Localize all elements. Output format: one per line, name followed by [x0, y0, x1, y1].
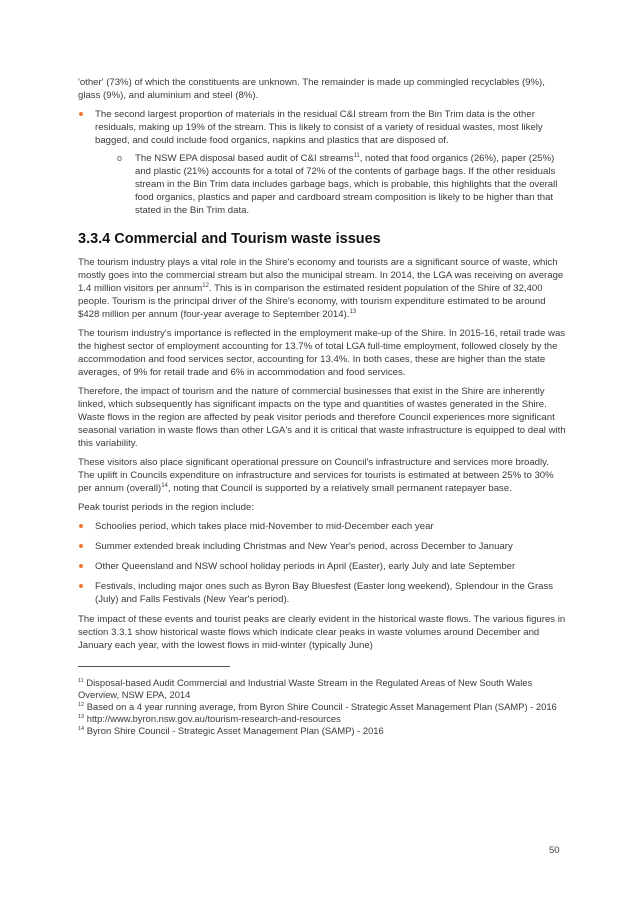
intro-bullet-list	[78, 108, 566, 147]
paragraph-operational-pressure: These visitors also place significant operational pressure on Council's infrastructure and services more broadly. The uplift in Councils expenditure on infrastructure and services for tourists is estimated at between 25% to 30% per annum (overall)$^{14}$, noting that Council is supported by a relatively small permanent ratepayer base.	[78, 457, 554, 494]
footnote-ref-14[interactable]: 14	[161, 483, 168, 489]
peak-periods-intro: Peak tourist periods in the region include:	[78, 502, 254, 513]
sub-bullet-list	[78, 152, 566, 217]
list-item: Summer extended break including Christmas and New Year's period, across December to January	[78, 540, 566, 553]
footnote-14: $^{14}$ Byron Shire Council - Strategic Asset Management Plan (SAMP) - 2016	[78, 725, 384, 736]
list-item: Other Queensland and NSW school holiday periods in April (Easter), early July and late September	[78, 560, 566, 573]
footnote-ref-11[interactable]: 11	[353, 153, 360, 159]
list-item: Schoolies period, which takes place mid-November to mid-December each year	[78, 520, 566, 533]
section-heading: 3.3.4 Commercial and Tourism waste issues	[78, 231, 381, 247]
footnote-ref-13[interactable]: 13	[349, 309, 357, 315]
paragraph-tourism-role: The tourism industry plays a vital role in the Shire's economy and tourists are a significant source of waste, which mostly goes into the commercial stream but also the municipal stream. In 2014, the LGA was receiving on average 1.4 million visitors per annum$^{12}$. This is in comparison the estimated resident population of the Shire of 32,400 people. Tourism is the principal driver of the Shire's economy, with tourism expenditure estimated to be around $428 million per annum (four-year average to September 2014).$^{13}$	[78, 257, 564, 320]
peak-periods-list	[78, 520, 566, 606]
footnote-divider	[78, 666, 230, 667]
footnote-11: $^{11}$ Disposal-based Audit Commercial and Industrial Waste Stream in the Regulated Areas of New South Wales Overview, NSW EPA, 2014	[78, 677, 533, 700]
footnote-13: $^{13}$ http://www.byron.nsw.gov.au/tourism-research-and-resources	[78, 713, 341, 724]
page-content	[78, 76, 566, 737]
paragraph-waste-flows: The impact of these events and tourist peaks are clearly evident in the historical waste flows. The various figures in section 3.3.1 show historical waste flows which indicate clear peaks in waste volumes around December and January each year, with the lowest flows in mid-winter (typically June)	[78, 614, 566, 651]
bullet-item: The second largest proportion of materials in the residual C&I stream from the Bin Trim data is the other residuals, making up 19% of the stream. This is likely to consist of a variety of residual wastes, most likely bagged, and could include food organics, napkins and plastics that are disposed of.	[78, 108, 566, 147]
footnote-12: $^{12}$ Based on a 4 year running average, from Byron Shire Council - Strategic Asset Management Plan (SAMP) - 2016	[78, 701, 557, 712]
list-item: Festivals, including major ones such as Byron Bay Bluesfest (Easter long weekend), Splendour in the Grass (July) and Falls Festivals (New Year's period).	[78, 580, 566, 606]
footnote-ref-12[interactable]: 12	[202, 283, 209, 289]
paragraph-employment: The tourism industry's importance is reflected in the employment make-up of the Shire. In 2015-16, retail trade was the highest sector of employment accounting for 13.7% of total LGA full-time employment, followed closely by the accommodation and food services sector, accounting for 13.4%. In both cases, these are higher than the state averages, of 9% for retail trade and 6% in accommodation and food services.	[78, 328, 566, 378]
paragraph-impact: Therefore, the impact of tourism and the nature of commercial businesses that exist in the Shire are inherently linked, which subsequently has significant impacts on the type and quantities of wastes generated in the Shire. Waste flows in the region are affected by peak visitor periods and therefore Council experiences more significant seasonal variation in waste flows than other LGA's and it is critical that waste infrastructure is equipped to deal with this variability.	[78, 386, 566, 449]
page-number: 50	[549, 845, 560, 856]
footnote-link[interactable]: http://www.byron.nsw.gov.au/tourism-research-and-resources	[84, 713, 341, 724]
sub-bullet-item: o The NSW EPA disposal based audit of C&I streams$^{11}$, noted that food organics (26%), paper (25%) and plastic (21%) accounts for a total of 72% of the contents of garbage bags. If the other residuals stream in the Bin Trim data includes garbage bags, which is probable, this highlights that the overall food organics, plastics and paper and cardboard stream composition is likely to be higher than that stated in the Bin Trim data.	[117, 152, 566, 217]
intro-paragraph: 'other' (73%) of which the constituents are unknown. The remainder is made up commingled recyclables (9%), glass (9%), and aluminium and steel (8%).	[78, 77, 545, 101]
